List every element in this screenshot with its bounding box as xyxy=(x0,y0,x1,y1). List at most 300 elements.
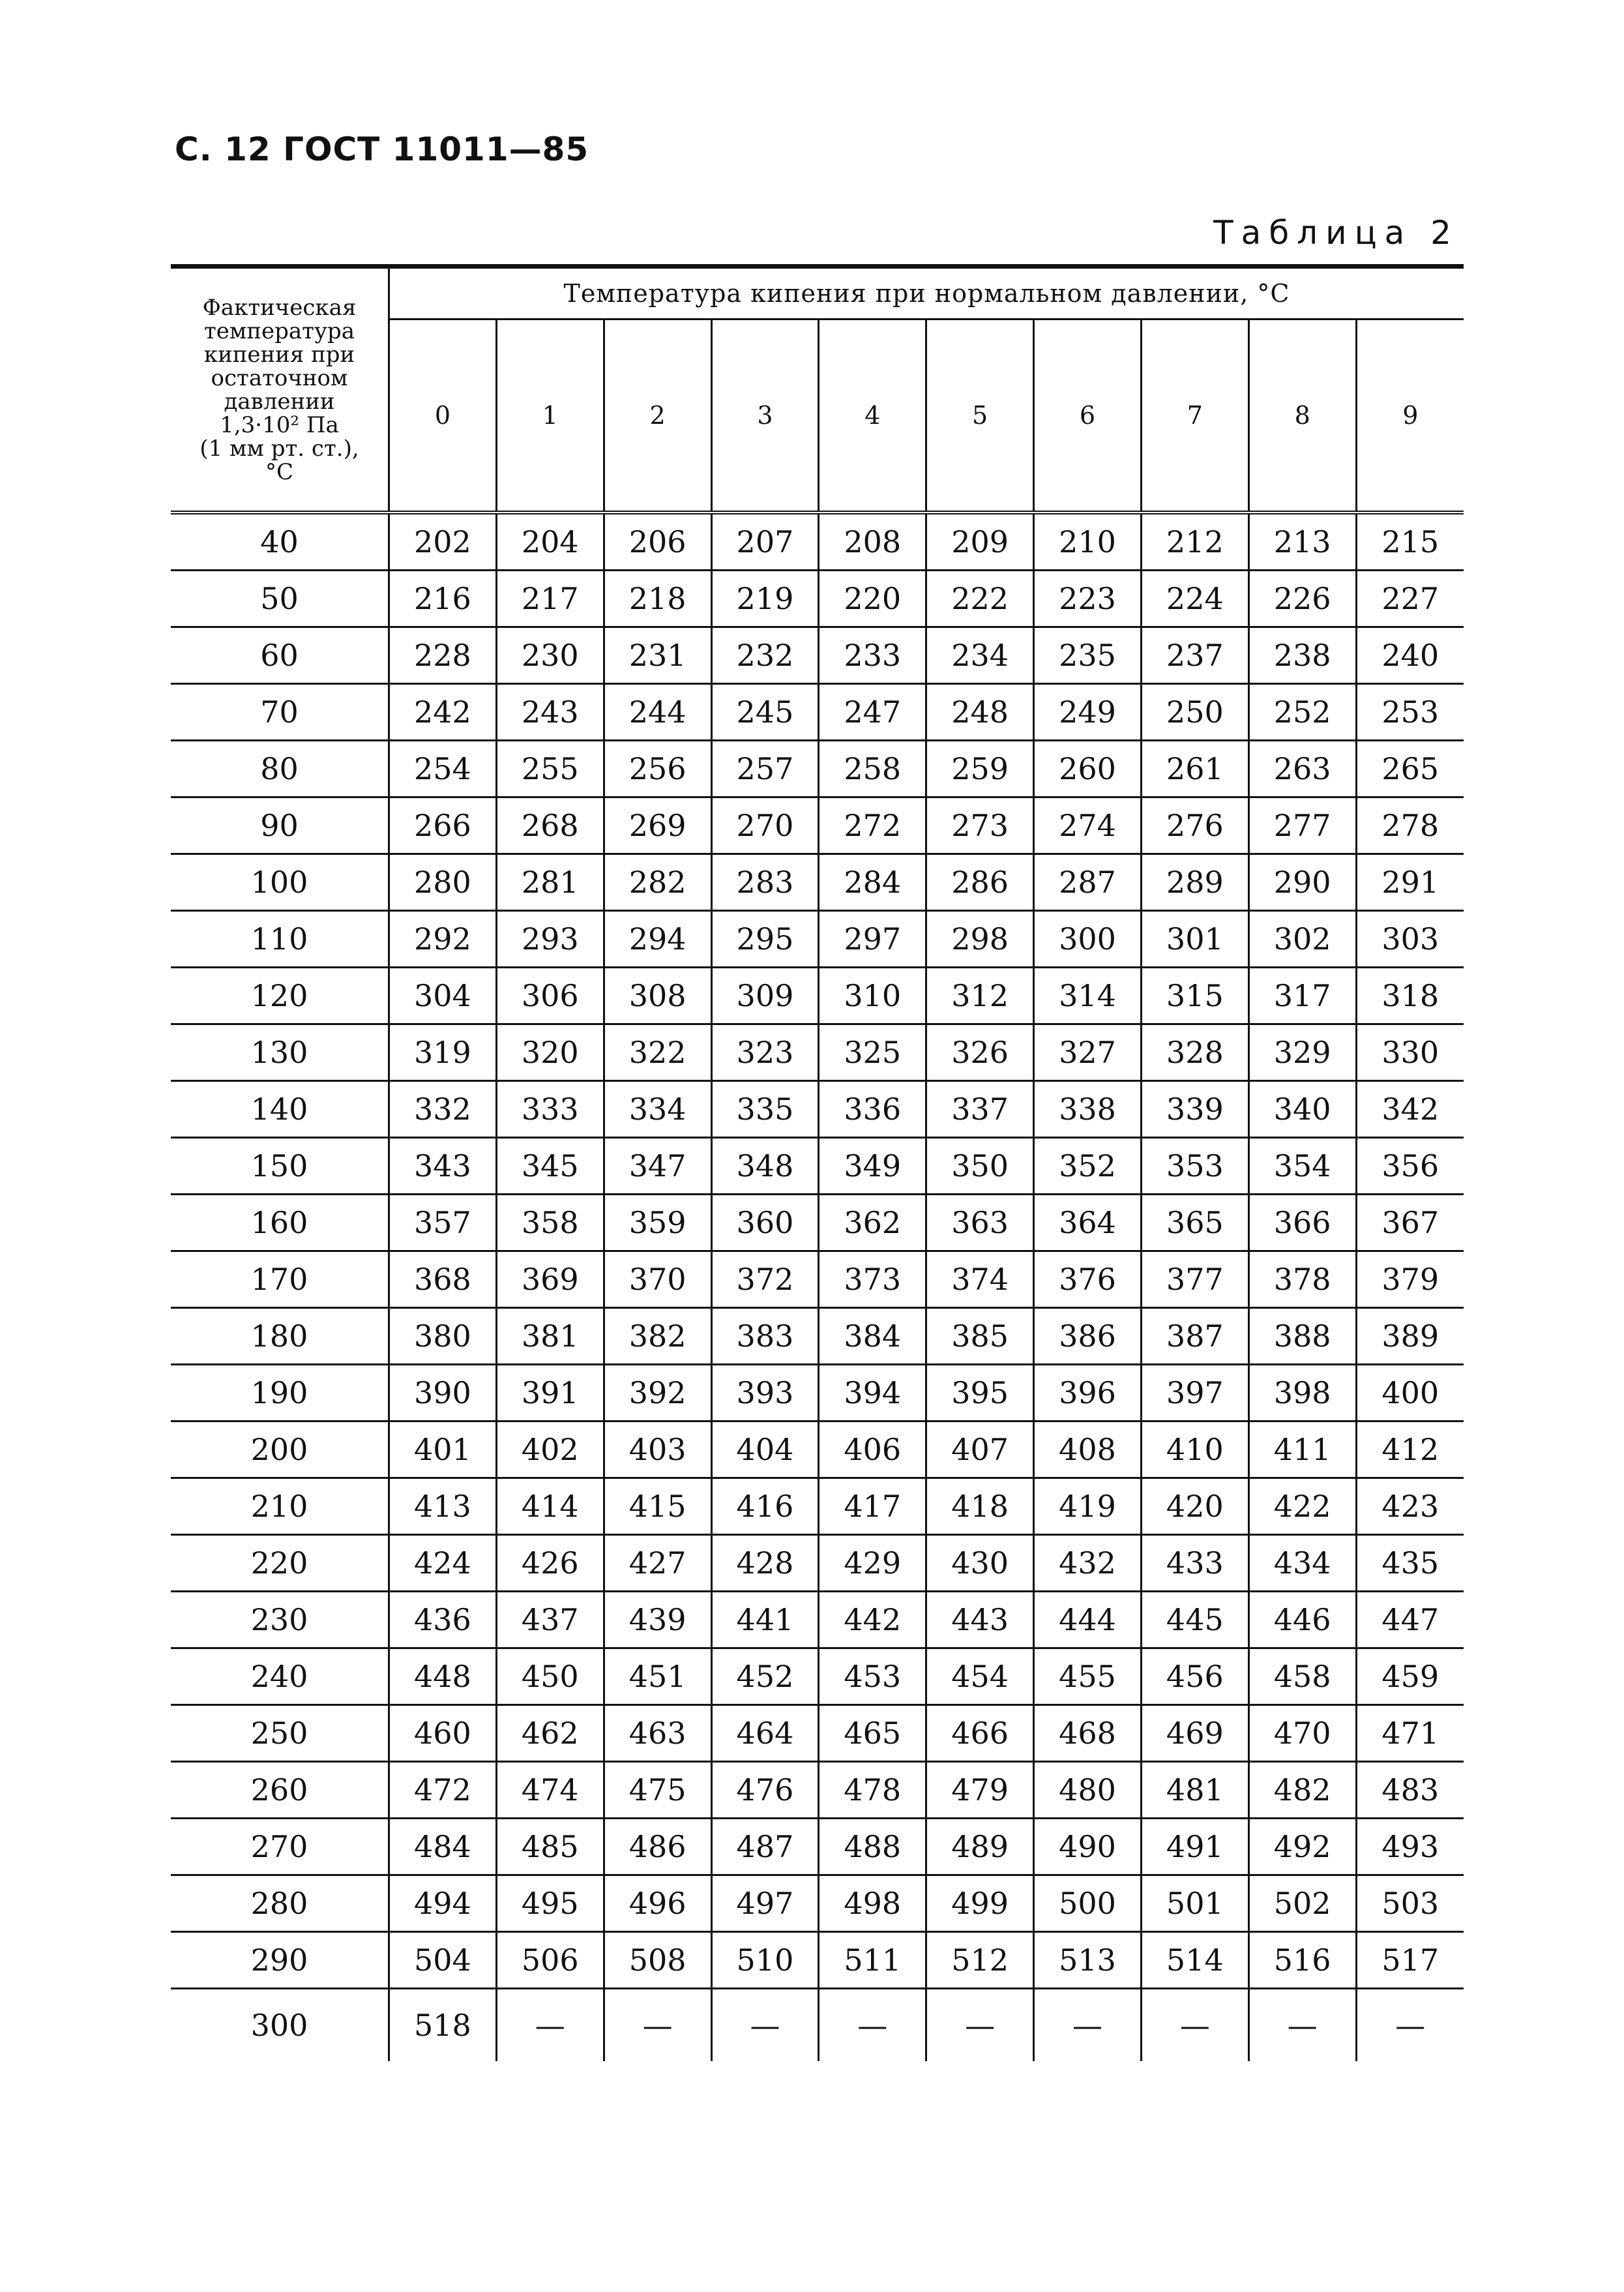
table-cell: — xyxy=(1248,1989,1356,2062)
row-label: 90 xyxy=(171,797,389,854)
table-cell: 458 xyxy=(1248,1648,1356,1705)
table-cell: — xyxy=(1034,1989,1142,2062)
table-cell: 478 xyxy=(819,1762,926,1819)
table-cell: 475 xyxy=(604,1762,711,1819)
table-cell: 326 xyxy=(926,1024,1034,1081)
table-cell: 422 xyxy=(1248,1478,1356,1535)
table-cell: 280 xyxy=(389,854,497,911)
table-row xyxy=(171,1478,1464,1535)
table-cell: 223 xyxy=(1034,571,1142,627)
table-row xyxy=(171,1251,1464,1308)
table-cell: 237 xyxy=(1141,627,1248,684)
table-cell: 243 xyxy=(496,684,604,741)
table-cell: 434 xyxy=(1248,1535,1356,1592)
table-cell: 378 xyxy=(1248,1251,1356,1308)
stub-header-line: °С xyxy=(265,458,293,485)
row-label: 110 xyxy=(171,911,389,968)
column-header: 2 xyxy=(604,320,711,513)
table-cell: 446 xyxy=(1248,1592,1356,1648)
table-cell: 202 xyxy=(389,513,497,571)
table-cell: 400 xyxy=(1356,1365,1464,1421)
stub-header xyxy=(171,269,389,513)
table-cell: 295 xyxy=(711,911,819,968)
table-cell: 349 xyxy=(819,1138,926,1195)
table-cell: 492 xyxy=(1248,1819,1356,1875)
table-cell: 290 xyxy=(1248,854,1356,911)
table-cell: 259 xyxy=(926,741,1034,797)
table-cell: 363 xyxy=(926,1195,1034,1251)
table-cell: 292 xyxy=(389,911,497,968)
table-cell: 235 xyxy=(1034,627,1142,684)
table-cell: 248 xyxy=(926,684,1034,741)
table-cell: 490 xyxy=(1034,1819,1142,1875)
table-cell: 463 xyxy=(604,1705,711,1762)
span-header: Температура кипения при нормальном давлении, °С xyxy=(389,269,1464,320)
table-cell: 293 xyxy=(496,911,604,968)
table-cell: 228 xyxy=(389,627,497,684)
table-cell: 328 xyxy=(1141,1024,1248,1081)
table-cell: 298 xyxy=(926,911,1034,968)
stub-header-lines xyxy=(171,296,388,484)
table-cell: 320 xyxy=(496,1024,604,1081)
table-cell: 454 xyxy=(926,1648,1034,1705)
table-cell: 506 xyxy=(496,1932,604,1989)
table-cell: 387 xyxy=(1141,1308,1248,1365)
table-cell: 370 xyxy=(604,1251,711,1308)
table-cell: 257 xyxy=(711,741,819,797)
table-cell: 353 xyxy=(1141,1138,1248,1195)
table-cell: 303 xyxy=(1356,911,1464,968)
table-cell: 247 xyxy=(819,684,926,741)
table-cell: 433 xyxy=(1141,1535,1248,1592)
table-cell: 352 xyxy=(1034,1138,1142,1195)
table-cell: 334 xyxy=(604,1081,711,1138)
table-row xyxy=(171,741,1464,797)
table-cell: 462 xyxy=(496,1705,604,1762)
table-cell: 301 xyxy=(1141,911,1248,968)
table-cell: 310 xyxy=(819,968,926,1024)
table-cell: 315 xyxy=(1141,968,1248,1024)
table-cell: 416 xyxy=(711,1478,819,1535)
stub-header-line: Фактическая xyxy=(202,294,357,321)
table-cell: 333 xyxy=(496,1081,604,1138)
table-cell: 380 xyxy=(389,1308,497,1365)
table-cell: 357 xyxy=(389,1195,497,1251)
table-cell: 489 xyxy=(926,1819,1034,1875)
table-cell: 452 xyxy=(711,1648,819,1705)
table-row xyxy=(171,1705,1464,1762)
table-cell: 386 xyxy=(1034,1308,1142,1365)
table-cell: 286 xyxy=(926,854,1034,911)
table-cell: 408 xyxy=(1034,1421,1142,1478)
table-cell: 206 xyxy=(604,513,711,571)
column-header: 5 xyxy=(926,320,1034,513)
table-cell: 217 xyxy=(496,571,604,627)
table-cell: 366 xyxy=(1248,1195,1356,1251)
row-label: 140 xyxy=(171,1081,389,1138)
table-cell: 466 xyxy=(926,1705,1034,1762)
table-cell: — xyxy=(1356,1989,1464,2062)
table-cell: 450 xyxy=(496,1648,604,1705)
row-label: 240 xyxy=(171,1648,389,1705)
table-top-rule xyxy=(171,264,1464,269)
table-cell: 496 xyxy=(604,1875,711,1932)
table-cell: 516 xyxy=(1248,1932,1356,1989)
table-cell: 482 xyxy=(1248,1762,1356,1819)
row-label: 290 xyxy=(171,1932,389,1989)
table-cell: — xyxy=(604,1989,711,2062)
table-cell: 448 xyxy=(389,1648,497,1705)
table-cell: 362 xyxy=(819,1195,926,1251)
table-cell: 383 xyxy=(711,1308,819,1365)
table-cell: 222 xyxy=(926,571,1034,627)
table-cell: 252 xyxy=(1248,684,1356,741)
table-cell: 274 xyxy=(1034,797,1142,854)
table-cell: 319 xyxy=(389,1024,497,1081)
column-header: 4 xyxy=(819,320,926,513)
table-cell: 343 xyxy=(389,1138,497,1195)
table-cell: 219 xyxy=(711,571,819,627)
table-cell: 269 xyxy=(604,797,711,854)
table-cell: 317 xyxy=(1248,968,1356,1024)
table-cell: 403 xyxy=(604,1421,711,1478)
table-cell: 504 xyxy=(389,1932,497,1989)
table-cell: 308 xyxy=(604,968,711,1024)
table-cell: 497 xyxy=(711,1875,819,1932)
table-cell: 220 xyxy=(819,571,926,627)
table-cell: 453 xyxy=(819,1648,926,1705)
table-cell: 297 xyxy=(819,911,926,968)
table-cell: 432 xyxy=(1034,1535,1142,1592)
table-cell: 337 xyxy=(926,1081,1034,1138)
table-cell: 429 xyxy=(819,1535,926,1592)
table-cell: 426 xyxy=(496,1535,604,1592)
table-cell: 240 xyxy=(1356,627,1464,684)
table-cell: 472 xyxy=(389,1762,497,1819)
table-row xyxy=(171,854,1464,911)
table-cell: 469 xyxy=(1141,1705,1248,1762)
column-header: 3 xyxy=(711,320,819,513)
table-cell: 392 xyxy=(604,1365,711,1421)
table-cell: 500 xyxy=(1034,1875,1142,1932)
row-label: 50 xyxy=(171,571,389,627)
table-cell: 406 xyxy=(819,1421,926,1478)
stub-header-line: давлении xyxy=(224,388,335,415)
table-row xyxy=(171,1875,1464,1932)
table-cell: 514 xyxy=(1141,1932,1248,1989)
table-cell: 249 xyxy=(1034,684,1142,741)
table-cell: 511 xyxy=(819,1932,926,1989)
table-cell: 411 xyxy=(1248,1421,1356,1478)
table-cell: 373 xyxy=(819,1251,926,1308)
table-cell: 464 xyxy=(711,1705,819,1762)
table-cell: 276 xyxy=(1141,797,1248,854)
row-label: 200 xyxy=(171,1421,389,1478)
row-label: 280 xyxy=(171,1875,389,1932)
table-cell: 250 xyxy=(1141,684,1248,741)
table-cell: 340 xyxy=(1248,1081,1356,1138)
table-row xyxy=(171,1648,1464,1705)
table-cell: 224 xyxy=(1141,571,1248,627)
table-cell: 227 xyxy=(1356,571,1464,627)
table-cell: 439 xyxy=(604,1592,711,1648)
table-cell: 501 xyxy=(1141,1875,1248,1932)
table-row xyxy=(171,1592,1464,1648)
table-cell: 278 xyxy=(1356,797,1464,854)
table-cell: 394 xyxy=(819,1365,926,1421)
table-row xyxy=(171,1819,1464,1875)
table-cell: 365 xyxy=(1141,1195,1248,1251)
table-cell: 419 xyxy=(1034,1478,1142,1535)
stub-header-line: кипения при xyxy=(203,341,355,368)
table-cell: 374 xyxy=(926,1251,1034,1308)
table-cell: 209 xyxy=(926,513,1034,571)
column-header: 1 xyxy=(496,320,604,513)
table-cell: 364 xyxy=(1034,1195,1142,1251)
table-cell: 468 xyxy=(1034,1705,1142,1762)
table-cell: 350 xyxy=(926,1138,1034,1195)
table-cell: 379 xyxy=(1356,1251,1464,1308)
row-label: 160 xyxy=(171,1195,389,1251)
table-row xyxy=(171,1195,1464,1251)
column-header: 6 xyxy=(1034,320,1142,513)
table-cell: 338 xyxy=(1034,1081,1142,1138)
table-cell: 208 xyxy=(819,513,926,571)
table-cell: 517 xyxy=(1356,1932,1464,1989)
table-cell: 418 xyxy=(926,1478,1034,1535)
table-row xyxy=(171,1989,1464,2062)
table-cell: 261 xyxy=(1141,741,1248,797)
row-label: 150 xyxy=(171,1138,389,1195)
table-cell: — xyxy=(711,1989,819,2062)
table-cell: 470 xyxy=(1248,1705,1356,1762)
table-cell: 502 xyxy=(1248,1875,1356,1932)
table-cell: 367 xyxy=(1356,1195,1464,1251)
table-cell: 291 xyxy=(1356,854,1464,911)
table-cell: 332 xyxy=(389,1081,497,1138)
table-cell: 404 xyxy=(711,1421,819,1478)
table-row xyxy=(171,513,1464,571)
table-row xyxy=(171,1081,1464,1138)
table-cell: 268 xyxy=(496,797,604,854)
table-cell: 491 xyxy=(1141,1819,1248,1875)
table-cell: 401 xyxy=(389,1421,497,1478)
table-cell: 360 xyxy=(711,1195,819,1251)
table-row xyxy=(171,571,1464,627)
table-cell: 289 xyxy=(1141,854,1248,911)
table-cell: 480 xyxy=(1034,1762,1142,1819)
table-cell: 309 xyxy=(711,968,819,1024)
table-cell: 336 xyxy=(819,1081,926,1138)
table-row xyxy=(171,1535,1464,1592)
table-row xyxy=(171,1932,1464,1989)
table-row xyxy=(171,911,1464,968)
table-cell: 302 xyxy=(1248,911,1356,968)
table-cell: 391 xyxy=(496,1365,604,1421)
table-cell: 382 xyxy=(604,1308,711,1365)
table-cell: 444 xyxy=(1034,1592,1142,1648)
table-row xyxy=(171,797,1464,854)
table-cell: 474 xyxy=(496,1762,604,1819)
column-header: 8 xyxy=(1248,320,1356,513)
table-cell: 358 xyxy=(496,1195,604,1251)
table-cell: 471 xyxy=(1356,1705,1464,1762)
table-cell: — xyxy=(1141,1989,1248,2062)
table-cell: 456 xyxy=(1141,1648,1248,1705)
table-cell: 327 xyxy=(1034,1024,1142,1081)
table-cell: 420 xyxy=(1141,1478,1248,1535)
table-cell: 233 xyxy=(819,627,926,684)
row-label: 210 xyxy=(171,1478,389,1535)
row-label: 300 xyxy=(250,2008,308,2043)
table-cell: 273 xyxy=(926,797,1034,854)
table-cell: 339 xyxy=(1141,1081,1248,1138)
table-cell: 402 xyxy=(496,1421,604,1478)
table-cell: 216 xyxy=(389,571,497,627)
table-cell: 398 xyxy=(1248,1365,1356,1421)
table-header xyxy=(171,269,1464,513)
table-cell: 485 xyxy=(496,1819,604,1875)
page-header: С. 12 ГОСТ 11011—85 xyxy=(175,130,589,168)
table-cell: 329 xyxy=(1248,1024,1356,1081)
table-cell: 356 xyxy=(1356,1138,1464,1195)
table-cell: 270 xyxy=(711,797,819,854)
row-label: 40 xyxy=(171,513,389,571)
table-cell: 230 xyxy=(496,627,604,684)
table-cell: 495 xyxy=(496,1875,604,1932)
table-cell: 347 xyxy=(604,1138,711,1195)
table-cell: 424 xyxy=(389,1535,497,1592)
table-cell: 277 xyxy=(1248,797,1356,854)
table-cell: 260 xyxy=(1034,741,1142,797)
row-label: 70 xyxy=(171,684,389,741)
table-cell: 300 xyxy=(1034,911,1142,968)
table-cell: 393 xyxy=(711,1365,819,1421)
table-cell: 283 xyxy=(711,854,819,911)
table-cell: 218 xyxy=(604,571,711,627)
table-cell: 318 xyxy=(1356,968,1464,1024)
row-label: 130 xyxy=(171,1024,389,1081)
table-row xyxy=(171,968,1464,1024)
table-cell: 342 xyxy=(1356,1081,1464,1138)
table-cell: 256 xyxy=(604,741,711,797)
table-cell: 265 xyxy=(1356,741,1464,797)
table-cell: 498 xyxy=(819,1875,926,1932)
table-cell: 396 xyxy=(1034,1365,1142,1421)
table-cell: 213 xyxy=(1248,513,1356,571)
table-cell: 414 xyxy=(496,1478,604,1535)
stub-header-line: 1,3·10² Па xyxy=(220,411,339,438)
table-cell: 437 xyxy=(496,1592,604,1648)
table-cell: 518 xyxy=(389,1989,497,2062)
table-cell: 487 xyxy=(711,1819,819,1875)
table-cell: 354 xyxy=(1248,1138,1356,1195)
table-cell: 330 xyxy=(1356,1024,1464,1081)
table-row xyxy=(171,1024,1464,1081)
table-cell: 430 xyxy=(926,1535,1034,1592)
table-cell: 459 xyxy=(1356,1648,1464,1705)
table-cell: 258 xyxy=(819,741,926,797)
row-label: 60 xyxy=(171,627,389,684)
table-cell: 413 xyxy=(389,1478,497,1535)
table-cell: 395 xyxy=(926,1365,1034,1421)
stub-header-line: температура xyxy=(203,318,355,344)
table-cell: 215 xyxy=(1356,513,1464,571)
table-cell: 314 xyxy=(1034,968,1142,1024)
table-cell: — xyxy=(926,1989,1034,2062)
table-row xyxy=(171,1138,1464,1195)
table-cell: 294 xyxy=(604,911,711,968)
table-cell: 359 xyxy=(604,1195,711,1251)
table-cell: 447 xyxy=(1356,1592,1464,1648)
table-cell: 445 xyxy=(1141,1592,1248,1648)
table-cell: 348 xyxy=(711,1138,819,1195)
table-cell: 323 xyxy=(711,1024,819,1081)
table-cell: — xyxy=(819,1989,926,2062)
table-cell: 368 xyxy=(389,1251,497,1308)
table-cell: 503 xyxy=(1356,1875,1464,1932)
table-cell: 322 xyxy=(604,1024,711,1081)
table-cell: 483 xyxy=(1356,1762,1464,1819)
table-row xyxy=(171,1308,1464,1365)
table-cell: 245 xyxy=(711,684,819,741)
row-label: 270 xyxy=(171,1819,389,1875)
table-cell: 287 xyxy=(1034,854,1142,911)
table-cell: 435 xyxy=(1356,1535,1464,1592)
table-cell: 242 xyxy=(389,684,497,741)
table-cell: 381 xyxy=(496,1308,604,1365)
column-header: 9 xyxy=(1356,320,1464,513)
table-cell: 306 xyxy=(496,968,604,1024)
table-cell: 481 xyxy=(1141,1762,1248,1819)
table-row xyxy=(171,1762,1464,1819)
table-cell: 304 xyxy=(389,968,497,1024)
table-cell: 369 xyxy=(496,1251,604,1308)
table-cell: 451 xyxy=(604,1648,711,1705)
table-row xyxy=(171,627,1464,684)
table-caption: Таблица 2 xyxy=(1213,214,1459,252)
table-cell: 312 xyxy=(926,968,1034,1024)
table-cell: 493 xyxy=(1356,1819,1464,1875)
table-cell: 282 xyxy=(604,854,711,911)
table-cell: 494 xyxy=(389,1875,497,1932)
table-cell: 204 xyxy=(496,513,604,571)
table-cell: 441 xyxy=(711,1592,819,1648)
table-cell: 415 xyxy=(604,1478,711,1535)
table-cell: 384 xyxy=(819,1308,926,1365)
table-cell: 266 xyxy=(389,797,497,854)
column-header: 7 xyxy=(1141,320,1248,513)
table-cell: 284 xyxy=(819,854,926,911)
table-cell: 442 xyxy=(819,1592,926,1648)
table-cell: 499 xyxy=(926,1875,1034,1932)
table-cell: 508 xyxy=(604,1932,711,1989)
table-cell: 407 xyxy=(926,1421,1034,1478)
table-cell: 410 xyxy=(1141,1421,1248,1478)
table-body xyxy=(171,513,1464,2061)
table-cell: 345 xyxy=(496,1138,604,1195)
table-cell: 436 xyxy=(389,1592,497,1648)
table-cell: 397 xyxy=(1141,1365,1248,1421)
table-cell: 226 xyxy=(1248,571,1356,627)
table-cell: 377 xyxy=(1141,1251,1248,1308)
table-cell: 484 xyxy=(389,1819,497,1875)
table-cell: 388 xyxy=(1248,1308,1356,1365)
row-label: 260 xyxy=(171,1762,389,1819)
table-cell: 372 xyxy=(711,1251,819,1308)
table-cell: 207 xyxy=(711,513,819,571)
table-cell: 417 xyxy=(819,1478,926,1535)
